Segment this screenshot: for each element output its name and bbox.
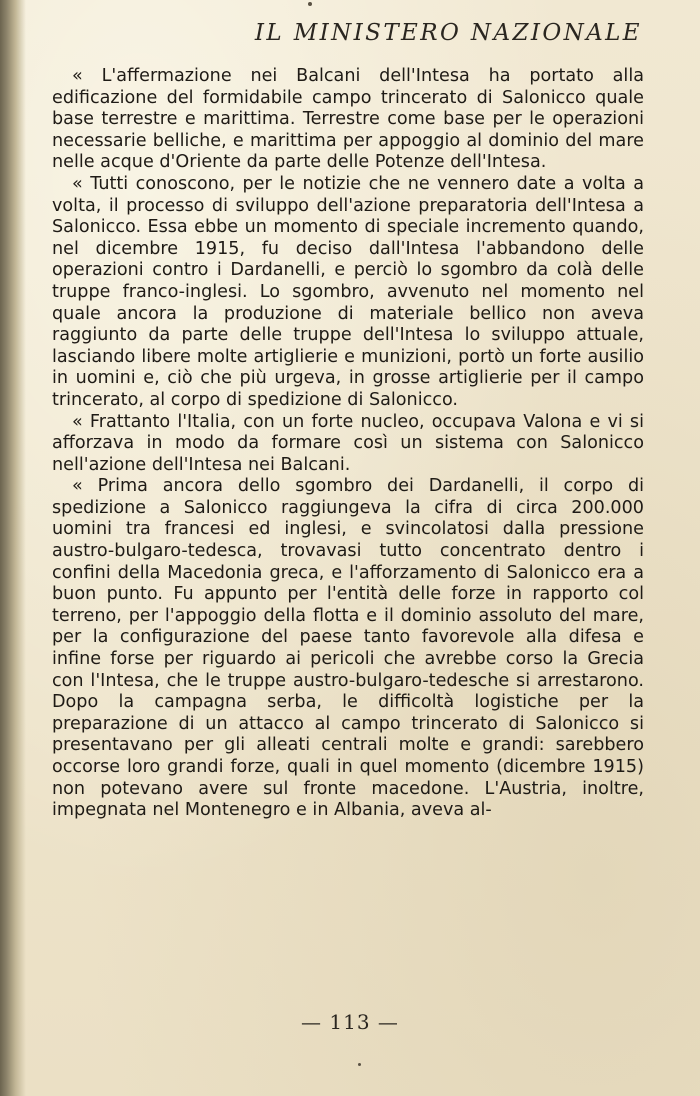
paper-speck	[358, 1063, 361, 1066]
running-head: IL MINISTERO NAZIONALE	[254, 20, 642, 46]
paragraph: « Tutti conoscono, per le notizie che ne vennero date a volta a volta, il processo di sviluppo dell'azione preparatoria dell'Intesa a Salonicco. Essa ebbe un momento di speciale incremento quando, nel dicembre 1915, fu deciso dall'Intesa l'abbandono delle operazioni contro i Dardanelli, e perciò lo sgombro da colà delle truppe franco-inglesi. Lo sgombro, avvenuto nel momento nel quale ancora la produzione di materiale bellico non aveva raggiunto da parte delle truppe dell'Intesa lo sviluppo attuale, lasciando libere molte artiglierie e munizioni, portò un forte ausilio in uomini e, ciò che più urgeva, in grosse artiglierie per il campo trincerato, al corpo di spedizione di Salonicco.	[52, 173, 644, 410]
page-number: — 113 —	[301, 1010, 399, 1034]
paragraph: « Prima ancora dello sgombro dei Dardanelli, il corpo di spedizione a Salonicco raggiungeva la cifra di circa 200.000 uomini tra francesi ed inglesi, e svincolatosi dalla pressione austro-bulgaro-tedesca, trovavasi tutto concentrato dentro i confini della Macedonia greca, e l'afforzamento di Salonicco era a buon punto. Fu appunto per l'entità delle forze in rapporto col terreno, per l'appoggio della flotta e il dominio assoluto del mare, per la configurazione del paese tanto favorevole alla difesa e infine forse per riguardo ai pericoli che avrebbe corso la Grecia con l'Intesa, che le truppe austro-bulgaro-tedesche si arrestarono. Dopo la campagna serba, le difficoltà logistiche per la preparazione di un attacco al campo trincerato di Salonicco si presentavano per gli alleati centrali molte e grandi: sarebbero occorse loro grandi forze, quali in quel momento (dicembre 1915) non potevano avere sul fronte macedone. L'Austria, inoltre, impegnata nel Montenegro e in Albania, aveva al-	[52, 476, 644, 821]
binding-shadow	[0, 0, 26, 1096]
paper-speck	[308, 2, 312, 6]
paragraph: « L'affermazione nei Balcani dell'Intesa ha portato alla edificazione del formidabile campo trincerato di Salonicco quale base terrestre e marittima. Terrestre come base per le operazioni necessarie belliche, e marittima per appoggio al dominio del mare nelle acque d'Oriente da parte delle Potenze dell'Intesa.	[52, 66, 644, 173]
body-text	[52, 66, 644, 822]
paragraph: « Frattanto l'Italia, con un forte nucleo, occupava Valona e vi si afforzava in modo da formare così un sistema con Salonicco nell'azione dell'Intesa nei Balcani.	[52, 411, 644, 475]
